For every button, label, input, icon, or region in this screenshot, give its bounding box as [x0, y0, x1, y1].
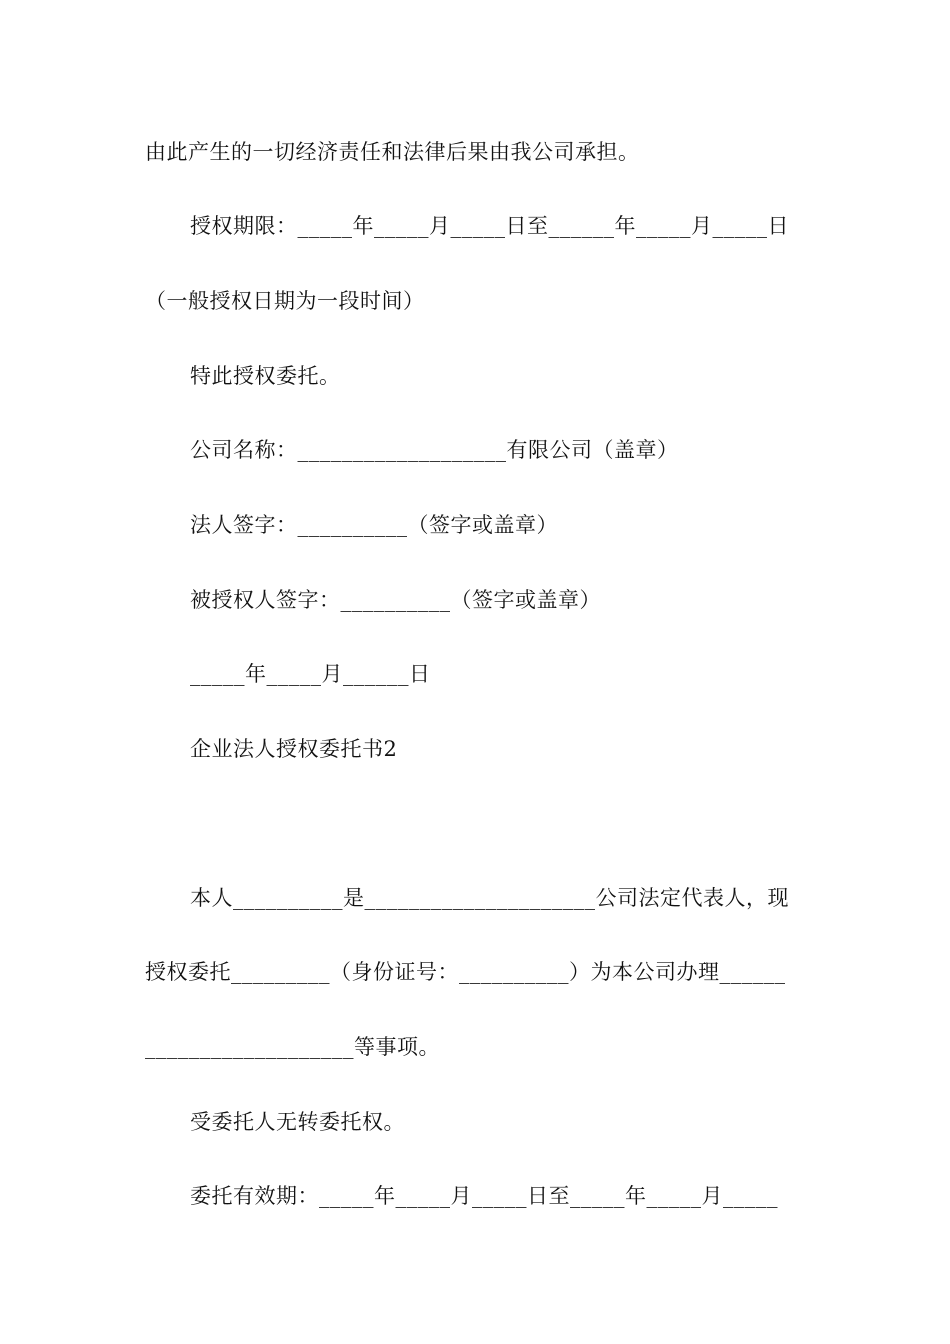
paragraph-hereby-authorize: 特此授权委托。 [190, 364, 341, 388]
paragraph-matters: ___________________等事项。 [145, 1035, 440, 1059]
paragraph-principal: 本人__________是_____________________公司法定代表人，现 [190, 886, 789, 910]
paragraph-no-subdelegation: 受委托人无转委托权。 [190, 1110, 405, 1134]
paragraph-validity-period: 委托有效期：_____年_____月_____日至_____年_____月_____ [190, 1184, 778, 1208]
company-name-line: 公司名称：___________________有限公司（盖章） [190, 438, 679, 462]
paragraph-period-note: （一般授权日期为一段时间） [145, 289, 425, 313]
paragraph-entrust: 授权委托_________（身份证号：__________）为本公司办理______ [145, 960, 786, 984]
paragraph-liability: 由此产生的一切经济责任和法律后果由我公司承担。 [145, 140, 640, 164]
section-title: 企业法人授权委托书2 [190, 737, 398, 761]
paragraph-authorization-period: 授权期限：_____年_____月_____日至______年_____月_____日 [190, 214, 789, 238]
authorized-person-signature-line: 被授权人签字：__________（签字或盖章） [190, 588, 601, 612]
legal-person-signature-line: 法人签字：__________（签字或盖章） [190, 513, 558, 537]
date-line: _____年_____月______日 [190, 662, 431, 686]
